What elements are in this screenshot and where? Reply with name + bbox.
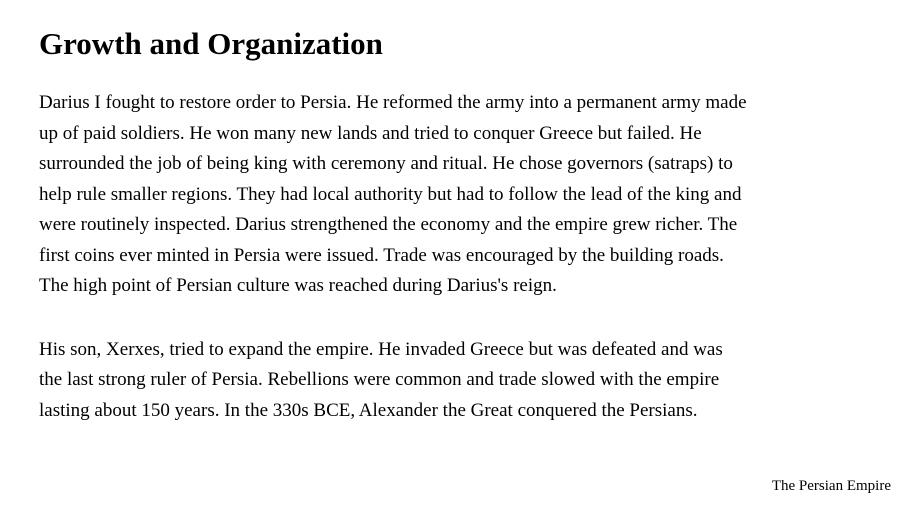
paragraph-xerxes [39, 335, 869, 427]
text-line: Darius I fought to restore order to Persia. He reformed the army into a permanent army made [39, 92, 747, 113]
text-line: were routinely inspected. Darius strengthened the economy and the empire grew richer. The [39, 214, 738, 235]
text-line: help rule smaller regions. They had local authority but had to follow the lead of the king and [39, 183, 742, 205]
text-line: surrounded the job of being king with ceremony and ritual. He chose governors (satraps) to [39, 153, 733, 174]
text-line: first coins ever minted in Persia were issued. Trade was encouraged by the building roads. [39, 244, 724, 266]
slide-body [39, 88, 869, 426]
text-line: lasting about 150 years. In the 330s BCE, Alexander the Great conquered the Persians. [39, 399, 698, 421]
text-line: The high point of Persian culture was reached during Darius's reign. [39, 275, 557, 296]
text-line: up of paid soldiers. He won many new lands and tried to conquer Greece but failed. He [39, 122, 702, 144]
paragraph-darius [39, 88, 869, 302]
text-line: the last strong ruler of Persia. Rebellions were common and trade slowed with the empire [39, 369, 720, 390]
slide-title: Growth and Organization [39, 26, 383, 61]
text-line: His son, Xerxes, tried to expand the empire. He invaded Greece but was defeated and was [39, 338, 723, 360]
slide-footer: The Persian Empire [771, 478, 891, 494]
paragraph-spacer [39, 302, 869, 335]
